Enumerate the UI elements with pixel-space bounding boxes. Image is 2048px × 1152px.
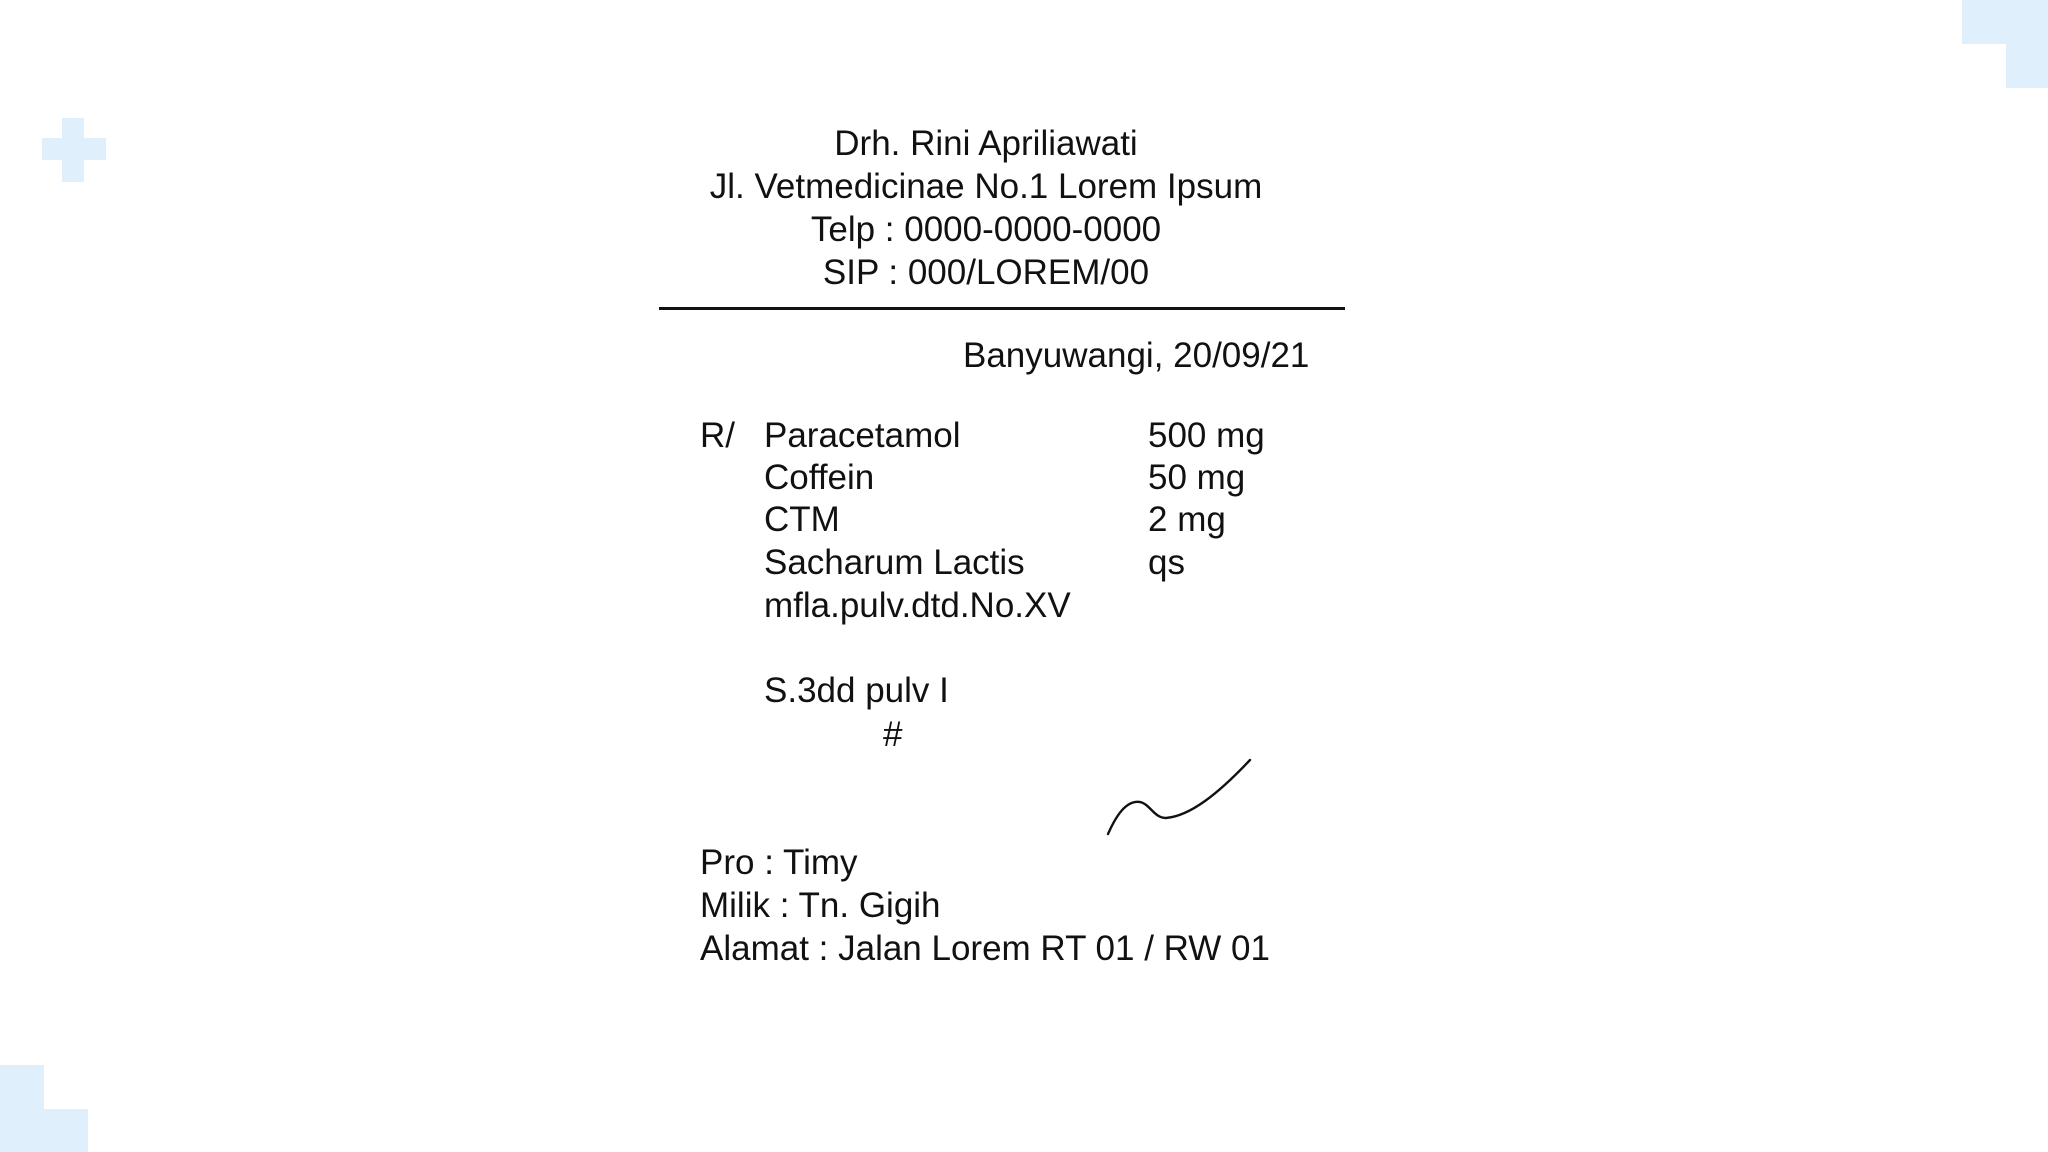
drug-name: Sacharum Lactis — [764, 543, 1025, 582]
place-date: Banyuwangi, 20/09/21 — [963, 336, 1310, 375]
signa-instruction: S.3dd pulv I — [764, 671, 949, 710]
drug-name: Coffein — [764, 458, 875, 497]
compounding-instruction: mfla.pulv.dtd.No.XV — [764, 586, 1071, 625]
doctor-signature — [1100, 752, 1260, 843]
drug-name: CTM — [764, 500, 840, 539]
doctor-name: Drh. Rini Apriliawati — [834, 124, 1138, 163]
drug-name: Paracetamol — [764, 416, 961, 455]
patient-owner: Milik : Tn. Gigih — [700, 886, 941, 925]
drug-dose: qs — [1148, 543, 1185, 582]
closing-mark: # — [883, 715, 903, 754]
drug-dose: 50 mg — [1148, 458, 1246, 497]
drug-dose: 500 mg — [1148, 416, 1265, 455]
clinic-phone: Telp : 0000-0000-0000 — [810, 210, 1162, 249]
patient-address: Alamat : Jalan Lorem RT 01 / RW 01 — [700, 929, 1270, 968]
patient-name: Pro : Timy — [700, 843, 858, 882]
header-divider — [659, 307, 1345, 310]
drug-dose: 2 mg — [1148, 500, 1226, 539]
license-number: SIP : 000/LOREM/00 — [822, 253, 1150, 292]
recipe-symbol: R/ — [700, 416, 735, 455]
clinic-address: Jl. Vetmedicinae No.1 Lorem Ipsum — [709, 167, 1263, 206]
